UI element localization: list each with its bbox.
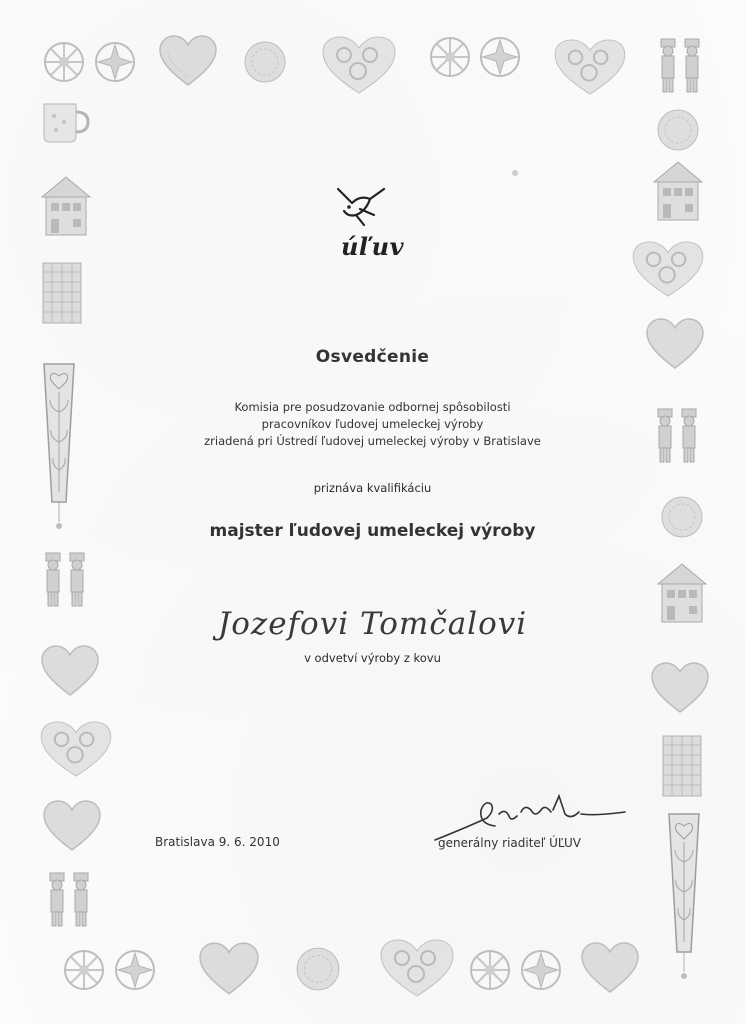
heart-icon [198,942,260,996]
wheel-icon [42,40,86,84]
heart-icon [650,662,710,714]
bird-logo-icon [330,185,390,229]
recipient-name: Jozefovi Tomčalovi [217,606,528,642]
star-wheel-icon [519,948,563,992]
figurines-icon [655,35,705,95]
wheel-icon [468,948,512,992]
figurines-icon [44,868,94,930]
house-icon [40,175,92,237]
embroidery-heart-icon [378,938,456,998]
carved-panel-icon [664,812,704,982]
signatory-role: generálny riaditeľ ÚĽUV [438,836,581,850]
certificate-title: Osvedčenie [315,347,430,367]
wheel-icon [428,35,472,79]
commission-line-2: pracovníkov ľudovej umeleckej výroby [261,417,484,431]
plate-icon [295,946,341,992]
commission-line-1: Komisia pre posudzovanie odbornej spôsobilosti [234,400,511,414]
embroidery-heart-icon [38,720,114,778]
place-date: Bratislava 9. 6. 2010 [155,835,280,849]
paper-speck [512,170,518,176]
plate-icon [243,40,287,84]
plate-icon [656,108,700,152]
heart-icon [158,35,218,87]
house-icon [652,160,704,222]
heart-icon [580,942,640,994]
textile-icon [42,262,82,324]
mug-icon [40,100,90,144]
embroidery-heart-icon [320,35,398,95]
textile-icon [662,735,702,797]
field-of-work: v odvetví výroby z kovu [304,651,441,665]
wheel-icon [62,948,106,992]
commission-line-3: zriadená pri Ústredí ľudovej umeleckej výroby v Bratislave [204,434,541,448]
heart-icon [42,800,102,852]
star-wheel-icon [93,40,137,84]
recognizes-text: priznáva kvalifikáciu [313,481,432,495]
star-wheel-icon [113,948,157,992]
qualification-title: majster ľudovej umeleckej výroby [209,521,536,541]
figurines-icon [40,548,90,610]
embroidery-heart-icon [552,38,628,96]
logo-wordmark: úľuv [340,232,405,261]
star-wheel-icon [478,35,522,79]
